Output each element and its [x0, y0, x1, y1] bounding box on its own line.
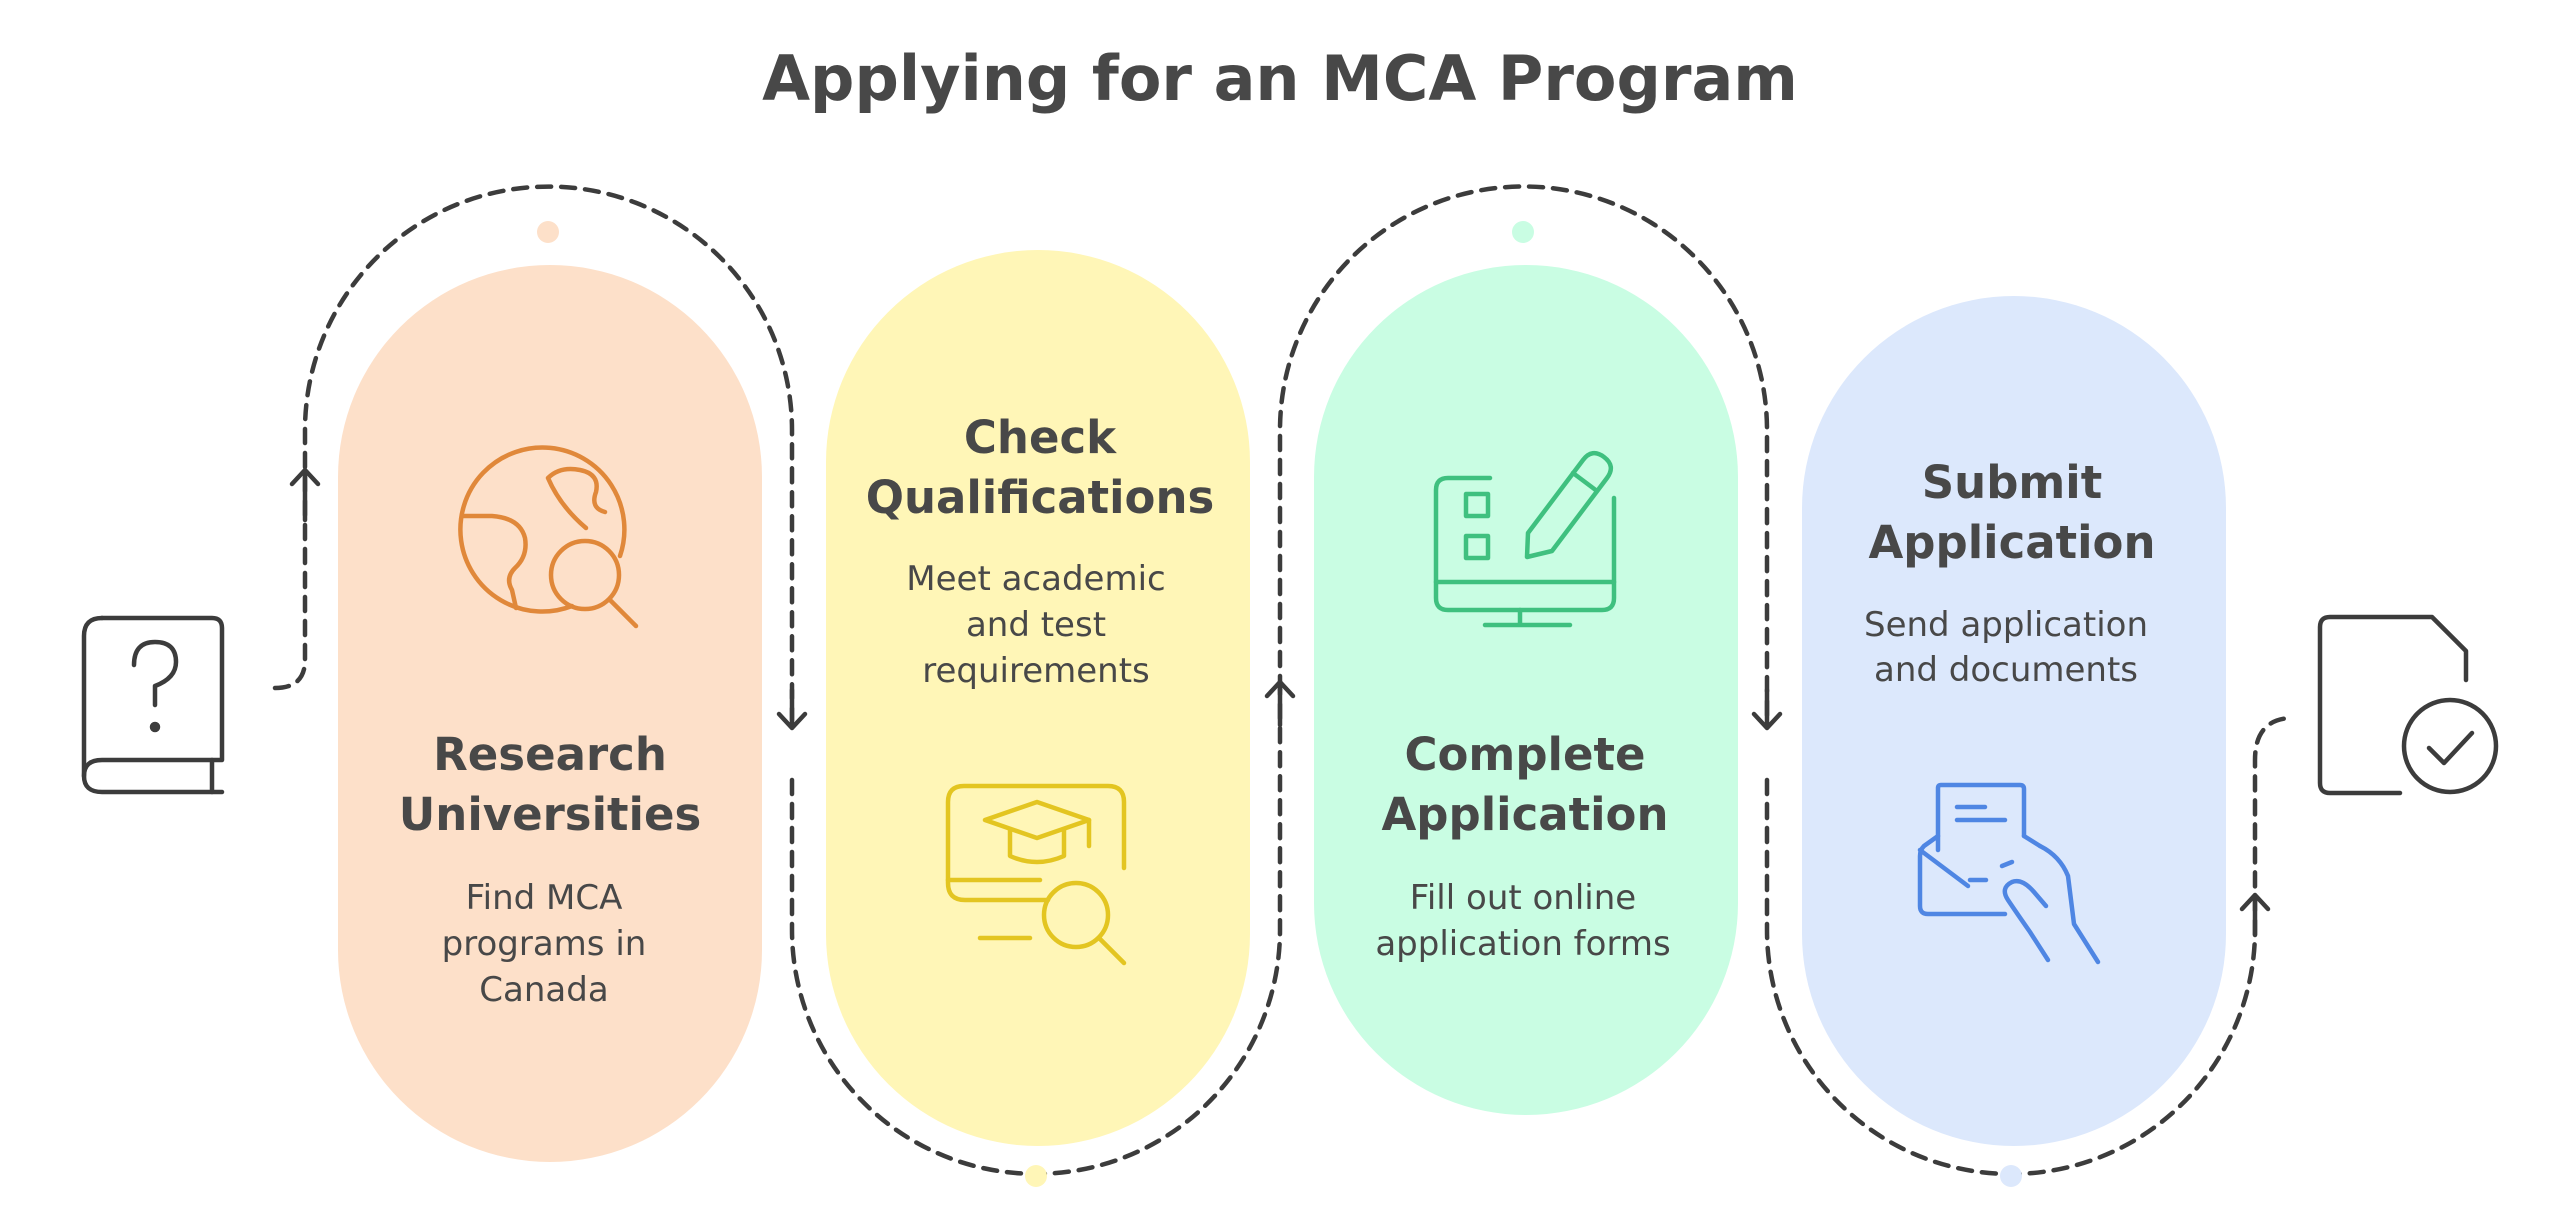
- arrow-up-2: [1267, 682, 1293, 725]
- step-1-title-line-1: Research: [433, 728, 667, 781]
- connector-dot-2: [1025, 1165, 1047, 1187]
- step-1-title-line-2: Universities: [398, 788, 702, 841]
- step-3-desc-line-1: Fill out online: [1409, 878, 1637, 918]
- step-4-desc-line-2: and documents: [1873, 650, 2139, 690]
- step-1-desc-line-1: Find MCA: [465, 878, 623, 918]
- step-3-title-line-2: Application: [1381, 788, 1669, 841]
- arrow-down-2: [1754, 690, 1780, 728]
- step-1-capsule: [338, 265, 762, 1162]
- arrow-down-1: [779, 690, 805, 728]
- arrow-up-1: [292, 470, 318, 520]
- step-3-capsule: [1314, 265, 1738, 1115]
- step-1-desc-line-3: Canada: [479, 970, 609, 1010]
- connector-dot-1: [537, 221, 559, 243]
- step-3-title-line-1: Complete: [1404, 728, 1646, 781]
- arrow-up-3: [2242, 895, 2268, 935]
- step-2-desc-line-2: and test: [965, 605, 1107, 645]
- step-2-capsule: [826, 250, 1250, 1146]
- step-2-desc-line-3: requirements: [922, 651, 1150, 691]
- step-2-title-line-1: Check: [963, 411, 1117, 464]
- step-4-title-line-2: Application: [1868, 516, 2156, 569]
- step-3-desc-line-2: application forms: [1375, 924, 1671, 964]
- book-question-icon: [84, 618, 222, 792]
- step-2-desc-line-1: Meet academic: [906, 559, 1166, 599]
- connector-dot-3: [1512, 221, 1534, 243]
- document-check-icon: [2320, 617, 2496, 793]
- step-2-title-line-2: Qualifications: [865, 471, 1215, 524]
- step-1-desc-line-2: programs in: [441, 924, 647, 964]
- step-4-desc-line-1: Send application: [1864, 605, 2148, 645]
- connector-dot-4: [2000, 1165, 2022, 1187]
- step-4-capsule: [1802, 296, 2226, 1146]
- step-4-title-line-1: Submit: [1921, 456, 2103, 509]
- diagram-title: Applying for an MCA Program: [762, 42, 1798, 115]
